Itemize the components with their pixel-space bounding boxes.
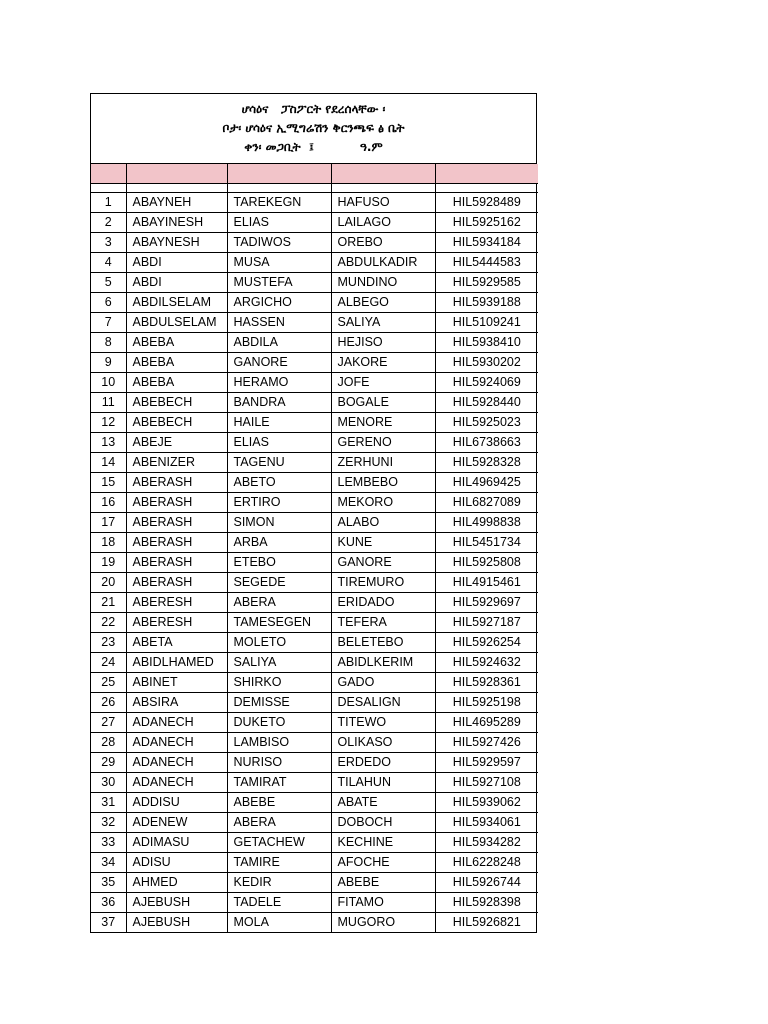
table-row bbox=[91, 852, 538, 872]
grandfather-name: ERDEDO bbox=[331, 752, 435, 772]
grandfather-name: DESALIGN bbox=[331, 692, 435, 712]
passport-number: HIL5927187 bbox=[435, 612, 538, 632]
table-row bbox=[91, 792, 538, 812]
passport-number: HIL5924632 bbox=[435, 652, 538, 672]
father-name: ELIAS bbox=[227, 212, 331, 232]
first-name: ABEBA bbox=[126, 372, 227, 392]
table-row bbox=[91, 432, 538, 452]
father-name: HAILE bbox=[227, 412, 331, 432]
father-name: TAGENU bbox=[227, 452, 331, 472]
table-row bbox=[91, 572, 538, 592]
row-number: 31 bbox=[91, 792, 126, 812]
passport-number: HIL5926254 bbox=[435, 632, 538, 652]
first-name: ADANECH bbox=[126, 732, 227, 752]
first-name: ABERASH bbox=[126, 492, 227, 512]
passport-number: HIL5109241 bbox=[435, 312, 538, 332]
row-number: 4 bbox=[91, 252, 126, 272]
table-row bbox=[91, 212, 538, 232]
passport-number: HIL5934184 bbox=[435, 232, 538, 252]
row-number: 3 bbox=[91, 232, 126, 252]
father-name: ERTIRO bbox=[227, 492, 331, 512]
father-name: KEDIR bbox=[227, 872, 331, 892]
row-number: 13 bbox=[91, 432, 126, 452]
grandfather-name: TITEWO bbox=[331, 712, 435, 732]
father-name: ARBA bbox=[227, 532, 331, 552]
first-name: ADANECH bbox=[126, 752, 227, 772]
grandfather-name: GADO bbox=[331, 672, 435, 692]
row-number: 10 bbox=[91, 372, 126, 392]
row-number: 25 bbox=[91, 672, 126, 692]
row-number: 28 bbox=[91, 732, 126, 752]
passport-number: HIL5939062 bbox=[435, 792, 538, 812]
grandfather-name: ERIDADO bbox=[331, 592, 435, 612]
row-number: 33 bbox=[91, 832, 126, 852]
passport-number: HIL5929585 bbox=[435, 272, 538, 292]
table-row bbox=[91, 192, 538, 212]
passport-table bbox=[91, 164, 538, 932]
father-name: DEMISSE bbox=[227, 692, 331, 712]
grandfather-name: GERENO bbox=[331, 432, 435, 452]
row-number: 26 bbox=[91, 692, 126, 712]
table-row bbox=[91, 452, 538, 472]
first-name: ABAYINESH bbox=[126, 212, 227, 232]
father-name: LAMBISO bbox=[227, 732, 331, 752]
father-name: TADELE bbox=[227, 892, 331, 912]
passport-number: HIL6827089 bbox=[435, 492, 538, 512]
table-row bbox=[91, 752, 538, 772]
grandfather-name: LEMBEBO bbox=[331, 472, 435, 492]
table-row bbox=[91, 532, 538, 552]
first-name: ADISU bbox=[126, 852, 227, 872]
father-name: TAMESEGEN bbox=[227, 612, 331, 632]
first-name: ABERASH bbox=[126, 512, 227, 532]
first-name: ADANECH bbox=[126, 772, 227, 792]
father-name: ABERA bbox=[227, 592, 331, 612]
grandfather-name: ALABO bbox=[331, 512, 435, 532]
table-row bbox=[91, 632, 538, 652]
father-name: TADIWOS bbox=[227, 232, 331, 252]
father-name: SEGEDE bbox=[227, 572, 331, 592]
row-number: 34 bbox=[91, 852, 126, 872]
passport-number: HIL5926821 bbox=[435, 912, 538, 932]
row-number: 21 bbox=[91, 592, 126, 612]
father-name: SIMON bbox=[227, 512, 331, 532]
grandfather-name: JOFE bbox=[331, 372, 435, 392]
father-name: DUKETO bbox=[227, 712, 331, 732]
grandfather-name: ABIDLKERIM bbox=[331, 652, 435, 672]
row-number: 2 bbox=[91, 212, 126, 232]
passport-number: HIL4998838 bbox=[435, 512, 538, 532]
table-row bbox=[91, 892, 538, 912]
first-name: ABIDLHAMED bbox=[126, 652, 227, 672]
table-row bbox=[91, 692, 538, 712]
first-name: ABEBA bbox=[126, 332, 227, 352]
first-name: AJEBUSH bbox=[126, 912, 227, 932]
grandfather-name: HEJISO bbox=[331, 332, 435, 352]
row-number: 35 bbox=[91, 872, 126, 892]
father-name: BANDRA bbox=[227, 392, 331, 412]
row-number: 18 bbox=[91, 532, 126, 552]
father-name: MOLETO bbox=[227, 632, 331, 652]
table-row bbox=[91, 612, 538, 632]
row-number: 27 bbox=[91, 712, 126, 732]
passport-number: HIL5444583 bbox=[435, 252, 538, 272]
father-name: SALIYA bbox=[227, 652, 331, 672]
passport-number: HIL5925808 bbox=[435, 552, 538, 572]
first-name: ABEBA bbox=[126, 352, 227, 372]
father-name: GETACHEW bbox=[227, 832, 331, 852]
father-name: HERAMO bbox=[227, 372, 331, 392]
father-name: TAMIRAT bbox=[227, 772, 331, 792]
grandfather-name: MEKORO bbox=[331, 492, 435, 512]
table-row bbox=[91, 472, 538, 492]
passport-number: HIL6228248 bbox=[435, 852, 538, 872]
passport-number: HIL5451734 bbox=[435, 532, 538, 552]
father-name: SHIRKO bbox=[227, 672, 331, 692]
father-name: GANORE bbox=[227, 352, 331, 372]
grandfather-name: BELETEBO bbox=[331, 632, 435, 652]
passport-number: HIL5925162 bbox=[435, 212, 538, 232]
grandfather-name: GANORE bbox=[331, 552, 435, 572]
row-number: 32 bbox=[91, 812, 126, 832]
first-name: ABERESH bbox=[126, 612, 227, 632]
grandfather-name: ABATE bbox=[331, 792, 435, 812]
grandfather-name: ABDULKADIR bbox=[331, 252, 435, 272]
first-name: ABENIZER bbox=[126, 452, 227, 472]
father-name: ETEBO bbox=[227, 552, 331, 572]
grandfather-name: TIREMURO bbox=[331, 572, 435, 592]
spacer-row bbox=[91, 183, 538, 192]
first-name: ABDI bbox=[126, 272, 227, 292]
father-name: ABDILA bbox=[227, 332, 331, 352]
grandfather-name: KUNE bbox=[331, 532, 435, 552]
father-name: MOLA bbox=[227, 912, 331, 932]
row-number: 29 bbox=[91, 752, 126, 772]
father-name: MUSA bbox=[227, 252, 331, 272]
table-row bbox=[91, 252, 538, 272]
table-row bbox=[91, 492, 538, 512]
passport-number: HIL5925023 bbox=[435, 412, 538, 432]
table-row bbox=[91, 412, 538, 432]
first-name: ADANECH bbox=[126, 712, 227, 732]
father-name: ABEBE bbox=[227, 792, 331, 812]
first-name: ABEJE bbox=[126, 432, 227, 452]
row-number: 22 bbox=[91, 612, 126, 632]
table-row bbox=[91, 772, 538, 792]
first-name: ADIMASU bbox=[126, 832, 227, 852]
table-row bbox=[91, 672, 538, 692]
grandfather-name: MENORE bbox=[331, 412, 435, 432]
first-name: ABETA bbox=[126, 632, 227, 652]
passport-number: HIL5926744 bbox=[435, 872, 538, 892]
first-name: ABDILSELAM bbox=[126, 292, 227, 312]
first-name: ADDISU bbox=[126, 792, 227, 812]
table-row bbox=[91, 512, 538, 532]
header-date: ቀን፡ መጋቢት ፤ ዓ.ም bbox=[244, 140, 383, 154]
grandfather-name: HAFUSO bbox=[331, 192, 435, 212]
row-number: 11 bbox=[91, 392, 126, 412]
father-name: ARGICHO bbox=[227, 292, 331, 312]
passport-number: HIL5934282 bbox=[435, 832, 538, 852]
father-name: TAMIRE bbox=[227, 852, 331, 872]
passport-number: HIL5928398 bbox=[435, 892, 538, 912]
first-name: ABERASH bbox=[126, 472, 227, 492]
first-name: ABINET bbox=[126, 672, 227, 692]
table-row bbox=[91, 292, 538, 312]
passport-number: HIL6738663 bbox=[435, 432, 538, 452]
row-number: 23 bbox=[91, 632, 126, 652]
row-number: 24 bbox=[91, 652, 126, 672]
father-name: NURISO bbox=[227, 752, 331, 772]
passport-number: HIL5939188 bbox=[435, 292, 538, 312]
passport-list-sheet bbox=[90, 93, 537, 933]
first-name: ABAYNEH bbox=[126, 192, 227, 212]
row-number: 8 bbox=[91, 332, 126, 352]
passport-number: HIL5934061 bbox=[435, 812, 538, 832]
table-row bbox=[91, 652, 538, 672]
father-name: ABETO bbox=[227, 472, 331, 492]
passport-number: HIL5928361 bbox=[435, 672, 538, 692]
first-name: AJEBUSH bbox=[126, 892, 227, 912]
passport-number: HIL5928440 bbox=[435, 392, 538, 412]
row-number: 12 bbox=[91, 412, 126, 432]
table-row bbox=[91, 352, 538, 372]
first-name: ABEBECH bbox=[126, 392, 227, 412]
table-row bbox=[91, 712, 538, 732]
row-number: 16 bbox=[91, 492, 126, 512]
father-name: TAREKEGN bbox=[227, 192, 331, 212]
table-row bbox=[91, 332, 538, 352]
passport-number: HIL5928489 bbox=[435, 192, 538, 212]
first-name: ADENEW bbox=[126, 812, 227, 832]
grandfather-name: LAILAGO bbox=[331, 212, 435, 232]
table-row bbox=[91, 552, 538, 572]
row-number: 37 bbox=[91, 912, 126, 932]
first-name: ABERASH bbox=[126, 552, 227, 572]
row-number: 30 bbox=[91, 772, 126, 792]
row-number: 20 bbox=[91, 572, 126, 592]
first-name: AHMED bbox=[126, 872, 227, 892]
passport-number: HIL5925198 bbox=[435, 692, 538, 712]
row-number: 19 bbox=[91, 552, 126, 572]
first-name: ABERASH bbox=[126, 532, 227, 552]
column-header-row bbox=[91, 164, 538, 183]
father-name: ABERA bbox=[227, 812, 331, 832]
passport-number: HIL5927108 bbox=[435, 772, 538, 792]
father-name: ELIAS bbox=[227, 432, 331, 452]
passport-number: HIL5929597 bbox=[435, 752, 538, 772]
row-number: 15 bbox=[91, 472, 126, 492]
passport-number: HIL4969425 bbox=[435, 472, 538, 492]
header-location: ቦታ፡ ሆሳዕና ኢሚግሬሽን ቅርንጫፍ ፅ ቤት bbox=[222, 121, 405, 135]
grandfather-name: SALIYA bbox=[331, 312, 435, 332]
grandfather-name: MUGORO bbox=[331, 912, 435, 932]
table-row bbox=[91, 372, 538, 392]
grandfather-name: BOGALE bbox=[331, 392, 435, 412]
grandfather-name: ALBEGO bbox=[331, 292, 435, 312]
row-number: 1 bbox=[91, 192, 126, 212]
passport-number: HIL5930202 bbox=[435, 352, 538, 372]
passport-number: HIL5924069 bbox=[435, 372, 538, 392]
first-name: ABERASH bbox=[126, 572, 227, 592]
row-number: 9 bbox=[91, 352, 126, 372]
table-row bbox=[91, 232, 538, 252]
grandfather-name: DOBOCH bbox=[331, 812, 435, 832]
grandfather-name: TEFERA bbox=[331, 612, 435, 632]
table-row bbox=[91, 272, 538, 292]
row-number: 7 bbox=[91, 312, 126, 332]
grandfather-name: AFOCHE bbox=[331, 852, 435, 872]
row-number: 6 bbox=[91, 292, 126, 312]
first-name: ABERESH bbox=[126, 592, 227, 612]
row-number: 17 bbox=[91, 512, 126, 532]
passport-number: HIL4915461 bbox=[435, 572, 538, 592]
header-title: ሆሳዕና ፓስፖርት የደረሰላቸው ፡ bbox=[241, 102, 386, 116]
row-number: 14 bbox=[91, 452, 126, 472]
sheet-header bbox=[91, 94, 536, 164]
table-row bbox=[91, 592, 538, 612]
grandfather-name: ABEBE bbox=[331, 872, 435, 892]
first-name: ABAYNESH bbox=[126, 232, 227, 252]
first-name: ABDULSELAM bbox=[126, 312, 227, 332]
father-name: MUSTEFA bbox=[227, 272, 331, 292]
father-name: HASSEN bbox=[227, 312, 331, 332]
grandfather-name: KECHINE bbox=[331, 832, 435, 852]
passport-number: HIL4695289 bbox=[435, 712, 538, 732]
table-row bbox=[91, 872, 538, 892]
first-name: ABDI bbox=[126, 252, 227, 272]
passport-number: HIL5928328 bbox=[435, 452, 538, 472]
grandfather-name: FITAMO bbox=[331, 892, 435, 912]
first-name: ABSIRA bbox=[126, 692, 227, 712]
grandfather-name: TILAHUN bbox=[331, 772, 435, 792]
grandfather-name: MUNDINO bbox=[331, 272, 435, 292]
passport-number: HIL5929697 bbox=[435, 592, 538, 612]
table-row bbox=[91, 392, 538, 412]
table-row bbox=[91, 812, 538, 832]
passport-number: HIL5938410 bbox=[435, 332, 538, 352]
grandfather-name: JAKORE bbox=[331, 352, 435, 372]
row-number: 5 bbox=[91, 272, 126, 292]
table-row bbox=[91, 832, 538, 852]
grandfather-name: ZERHUNI bbox=[331, 452, 435, 472]
first-name: ABEBECH bbox=[126, 412, 227, 432]
table-row bbox=[91, 312, 538, 332]
passport-number: HIL5927426 bbox=[435, 732, 538, 752]
grandfather-name: OLIKASO bbox=[331, 732, 435, 752]
grandfather-name: OREBO bbox=[331, 232, 435, 252]
table-row bbox=[91, 732, 538, 752]
table-row bbox=[91, 912, 538, 932]
row-number: 36 bbox=[91, 892, 126, 912]
